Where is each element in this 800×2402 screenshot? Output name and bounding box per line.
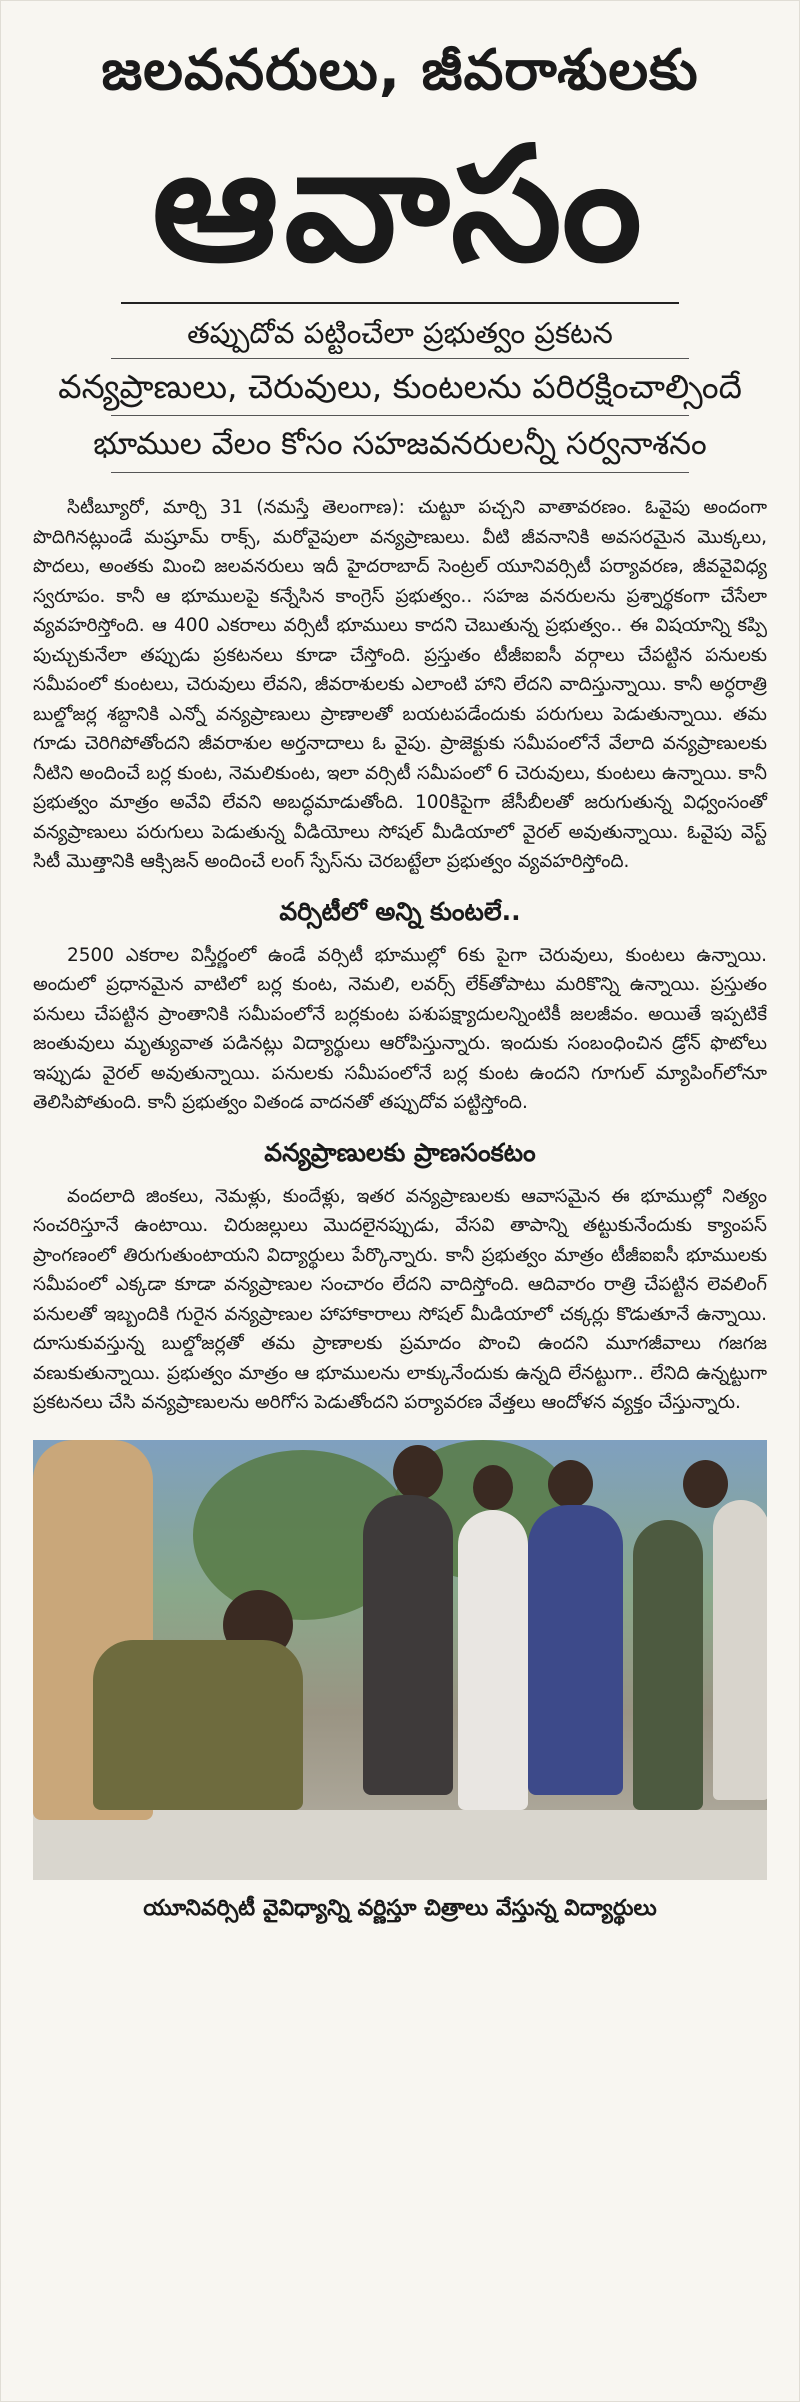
standing-man-figure	[363, 1495, 453, 1795]
section-heading-3: వన్యప్రాణులకు ప్రాణసంకటం	[264, 1137, 536, 1167]
reporter-figure	[713, 1500, 767, 1800]
divider	[111, 415, 689, 416]
article-body	[1, 477, 799, 1418]
kicker-headline: జలవనరులు, జీవరాశులకు	[101, 38, 699, 103]
article-paragraph-1: సిటీబ్యూరో, మార్చి 31 (నమస్తే తెలంగాణ): చుట్టూ పచ్చని వాతావరణం. ఓవైపు అందంగా పొదిగినట్లుండే మష్రూమ్ రాక్స్, మరోవైపులా వన్యప్రాణులు. వీటి జీవనానికి అవసరమైన మొక్కలు, పొదలు, అంతకు మించి జలవనరులు ఇదీ హైదరాబాద్ సెంట్రల్ యూనివర్సిటీ పర్యావరణ, జీవవైవిధ్య స్వరూపం. కానీ ఆ భూములపై కన్నేసిన కాంగ్రెస్ ప్రభుత్వం.. సహజ వనరులను ప్రశ్నార్థకంగా చేసేలా వ్యవహరిస్తోంది. ఆ 400 ఎకరాలు వర్సిటీ భూములు కాదని చెబుతున్న ప్రభుత్వం.. ఈ విషయాన్ని కప్పి పుచ్చుకునేలా తప్పుడు ప్రకటనలు కూడా చేస్తోంది. ప్రస్తుతం టీజీఐఐసీ వర్గాలు చేపట్టిన పనులకు సమీపంలో కుంటలు, చెరువులు లేవని, జీవరాశులకు ఎలాంటి హాని లేదని వాదిస్తున్నాయి. కానీ అర్ధరాత్రి బుల్డోజర్ల శబ్దానికి ఎన్నో వన్యప్రాణులు ప్రాణాలతో బయటపడేందుకు పరుగులు పెడుతున్నాయి. తమ గూడు చెరిగిపోతోందని జీవరాశుల అర్తనాదాలు ఓ వైపు. ప్రాజెక్టుకు సమీపంలోనే వేలాది వన్యప్రాణులకు నీటిని అందించే బర్ల కుంట, నెమలికుంట, ఇలా వర్సిటీ సమీపంలో 6 చెరువులు, కుంటలు ఉన్నాయి. కానీ ప్రభుత్వం మాత్రం అవేవి లేవని అబద్ధమాడుతోంది. 100కిపైగా జేసీబీలతో జరుగుతున్న విధ్వంసంతో వన్యప్రాణులు పరుగులు పెడుతున్న వీడియోలు సోషల్ మీడియాలో వైరల్ అవుతున్నాయి. ఓవైపు వెస్ట్ సిటీ మొత్తానికి ఆక్సిజన్ అందించే లంగ్ స్పేస్‌ను చెరబట్టేలా ప్రభుత్వం వ్యవహరిస్తోంది.	[33, 497, 767, 872]
subheadline-1: తప్పుదోవ పట్టించేలా ప్రభుత్వం ప్రకటన	[187, 316, 613, 350]
article-paragraph-2: 2500 ఎకరాల విస్తీర్ణంలో ఉండే వర్సిటీ భూముల్లో 6కు పైగా చెరువులు, కుంటలు ఉన్నాయి. అందులో ప్రధానమైన వాటిలో బర్ల కుంట, నెమలి, లవర్స్ లేక్‌తోపాటు మరికొన్ని ఉన్నాయి. ప్రస్తుతం పనులు చేపట్టిన ప్రాంతానికి సమీపంలోనే బర్లకుంట పశుపక్ష్యాదులన్నింటికీ జలజీవం. అయితే ఇప్పటికే జంతువులు మృత్యువాత పడినట్లు విద్యార్థులు ఆరోపిస్తున్నారు. ఇందుకు సంబంధించిన డ్రోన్ ఫొటోలు ఇప్పుడు వైరల్ అవుతున్నాయి. పనులకు సమీపంలోనే బర్ల కుంట ఉందని గూగుల్ మ్యాపింగ్‌లోనూ తెలిసిపోతుంది. కానీ ప్రభుత్వం వితండ వాదనతో తప్పుదోవ పట్టిస్తోంది.	[33, 944, 767, 1113]
police-officer-figure	[633, 1520, 703, 1810]
woman-with-mic-figure	[528, 1505, 623, 1795]
person-head	[683, 1460, 728, 1508]
news-photo	[33, 1440, 767, 1880]
divider	[111, 472, 689, 473]
ground-sheet	[33, 1810, 767, 1880]
subheadline-3: భూముల వేలం కోసం సహజవనరులన్నీ సర్వనాశనం	[93, 426, 707, 462]
divider	[121, 302, 679, 304]
student-drawing-figure	[93, 1640, 303, 1810]
article-paragraph-3: వందలాది జింకలు, నెమళ్లు, కుందేళ్లు, ఇతర వన్యప్రాణులకు ఆవాసమైన ఈ భూముల్లో నిత్యం సంచరిస్తూనే ఉంటాయి. చిరుజల్లులు మొదలైనప్పుడు, వేసవి తాపాన్ని తట్టుకునేందుకు క్యాంపస్ ప్రాంగణంలో తిరుగుతుంటాయని విద్యార్థులు పేర్కొన్నారు. కానీ ప్రభుత్వం మాత్రం టీజీఐఐసీ భూములకు సమీపంలో ఎక్కడా కూడా వన్యప్రాణుల సంచారం లేదని వాదిస్తోంది. ఆదివారం రాత్రి చేపట్టిన లెవలింగ్ పనులతో ఇబ్బందికి గురైన వన్యప్రాణుల హాహాకారాలు సోషల్ మీడియాలో చక్కర్లు కొడుతూనే ఉన్నాయి. దూసుకువస్తున్న బుల్డోజర్లతో తమ ప్రాణాలకు ప్రమాదం పొంచి ఉందని మూగజీవాలు గజగజ వణుకుతున్నాయి. ప్రభుత్వం మాత్రం ఆ భూములను లాక్కునేందుకు ఉన్నది లేనట్టుగా.. లేనిది ఉన్నట్టుగా ప్రకటనలు చేసి వన్యప్రాణులను అరిగోస పెడుతోందని పర్యావరణ వేత్తలు ఆందోళన వ్యక్తం చేస్తున్నారు.	[33, 1185, 767, 1413]
divider	[111, 358, 689, 359]
main-headline: ఆవాసం	[152, 113, 648, 297]
subheadline-2: వన్యప్రాణులు, చెరువులు, కుంటలను పరిరక్షించాల్సిందే	[58, 367, 742, 406]
standing-woman-figure	[458, 1510, 528, 1810]
person-head	[473, 1465, 513, 1510]
person-head	[393, 1445, 443, 1500]
section-heading-2: వర్సిటీలో అన్ని కుంటలే..	[279, 896, 521, 926]
person-head	[548, 1460, 593, 1508]
photo-caption: యూనివర్సిటీ వైవిధ్యాన్ని వర్ణిస్తూ చిత్రాలు వేస్తున్న విద్యార్థులు	[143, 1895, 657, 1921]
